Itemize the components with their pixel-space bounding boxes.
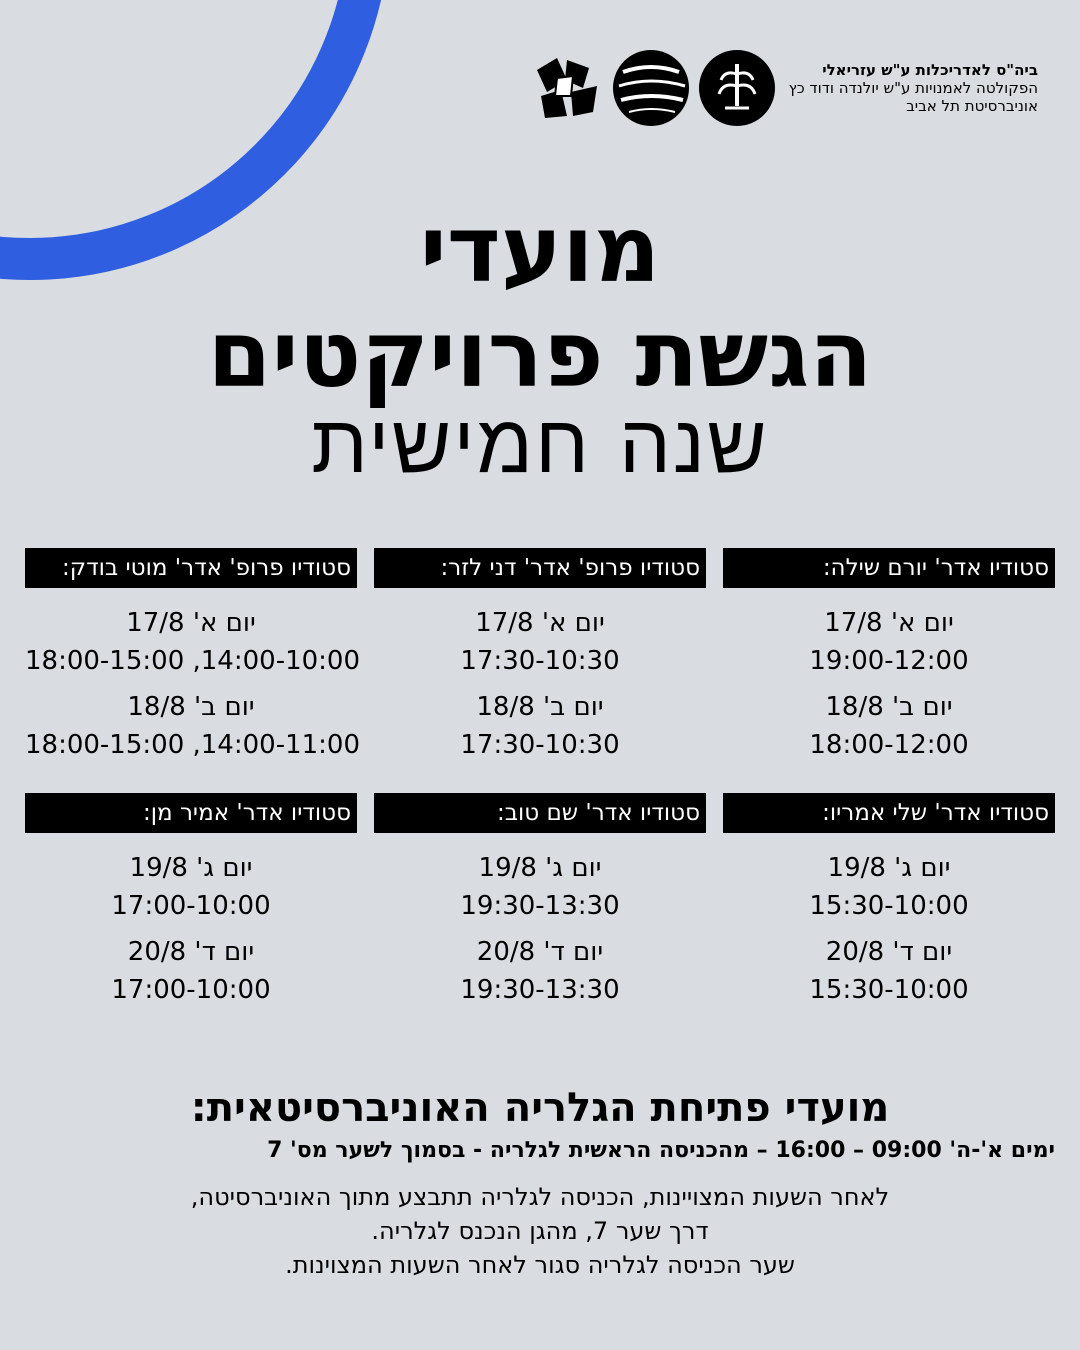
- gallery-heading: מועדי פתיחת הגלריה האוניברסיטאית:: [190, 1085, 890, 1131]
- gallery-note-line: שער הכניסה לגלריה סגור לאחר השעות המצוינות.: [285, 1251, 795, 1279]
- schedule-slot: [374, 933, 706, 1009]
- slot-day: יום ד' 20/8: [476, 937, 604, 967]
- studio-card: [723, 548, 1055, 764]
- schedule-slot: [723, 849, 1055, 925]
- slot-time: 18:00-15:00 ,14:00-10:00: [25, 646, 361, 676]
- studio-card: [25, 548, 361, 764]
- slot-time: 17:00-10:00: [111, 975, 271, 1005]
- slot-day: יום א' 17/8: [824, 608, 954, 638]
- gallery-note-line: דרך שער 7, מהגן הנכנס לגלריה.: [371, 1217, 709, 1245]
- studio-card: [25, 793, 357, 1009]
- schedule-slot: [25, 849, 357, 925]
- schedule-slot: [374, 849, 706, 925]
- slot-time: 15:30-10:00: [809, 975, 969, 1005]
- slot-day: יום ד' 20/8: [825, 937, 953, 967]
- schedule-slot: [723, 933, 1055, 1009]
- slot-day: יום ג' 19/8: [129, 853, 253, 883]
- studio-label: סטודיו אדר' שלי אמריו:: [723, 793, 1055, 833]
- gallery-hours: ימים א'-ה' 09:00 – 16:00 – מהכניסה הראשית לגלריה - בסמוך לשער מס' 7: [267, 1138, 1055, 1163]
- slot-day: יום ב' 18/8: [476, 692, 604, 722]
- studio-label: סטודיו פרופ' אדר' מוטי בודק:: [25, 548, 357, 588]
- tel-aviv-university-logo: [699, 50, 775, 126]
- studio-card: [374, 548, 706, 764]
- slot-day: יום ד' 20/8: [127, 937, 255, 967]
- slot-time: 19:30-13:30: [460, 975, 620, 1005]
- slot-time: 15:30-10:00: [809, 891, 969, 921]
- slot-time: 18:00-12:00: [809, 730, 969, 760]
- slot-day: יום א' 17/8: [475, 608, 605, 638]
- gallery-note: [0, 1180, 1080, 1282]
- schedule-slot: [25, 933, 357, 1009]
- schedule-slot: [25, 688, 361, 764]
- slot-day: יום ב' 18/8: [127, 692, 255, 722]
- institution-faculty: הפקולטה לאמנויות ע"ש יולנדה ודוד כץ: [788, 79, 1038, 97]
- slot-day: יום ג' 19/8: [827, 853, 951, 883]
- gallery-note-line: לאחר השעות המצויינות, הכניסה לגלריה תתבצע מתוך האוניברסיטה,: [190, 1183, 890, 1211]
- slot-time: 19:30-13:30: [460, 891, 620, 921]
- studio-row-1: [25, 548, 1055, 764]
- slot-time: 18:00-15:00 ,14:00-11:00: [25, 730, 361, 760]
- page-title-line1: מועדי: [419, 196, 661, 303]
- studio-card: [723, 793, 1055, 1009]
- schedule-slot: [25, 604, 361, 680]
- architecture-school-logo: [527, 50, 603, 126]
- schedule-slot: [723, 688, 1055, 764]
- institution-text: [789, 61, 1038, 115]
- institution-university: אוניברסיטת תל אביב: [906, 97, 1038, 115]
- schedule-slot: [374, 604, 706, 680]
- page-title-line2: הגשת פרויקטים: [207, 301, 873, 408]
- schedule-slot: [723, 604, 1055, 680]
- logo-group: [527, 50, 775, 126]
- studio-card: [374, 793, 706, 1009]
- slot-day: יום א' 17/8: [126, 608, 256, 638]
- arts-faculty-logo: [613, 50, 689, 126]
- studio-row-2: [25, 793, 1055, 1009]
- studio-label: סטודיו אדר' אמיר מן:: [25, 793, 357, 833]
- header: [527, 50, 1038, 126]
- slot-time: 17:30-10:30: [460, 730, 620, 760]
- slot-day: יום ג' 19/8: [478, 853, 602, 883]
- studio-label: סטודיו אדר' יורם שילה:: [723, 548, 1055, 588]
- slot-day: יום ב' 18/8: [825, 692, 953, 722]
- studio-label: סטודיו פרופ' אדר' דני לזר:: [374, 548, 706, 588]
- schedule-slot: [374, 688, 706, 764]
- institution-school: ביה"ס לאדריכלות ע"ש עזריאלי: [822, 61, 1038, 79]
- slot-time: 17:30-10:30: [460, 646, 620, 676]
- page-subtitle: שנה חמישית: [311, 397, 769, 492]
- slot-time: 19:00-12:00: [809, 646, 969, 676]
- slot-time: 17:00-10:00: [111, 891, 271, 921]
- studio-label: סטודיו אדר' שם טוב:: [374, 793, 706, 833]
